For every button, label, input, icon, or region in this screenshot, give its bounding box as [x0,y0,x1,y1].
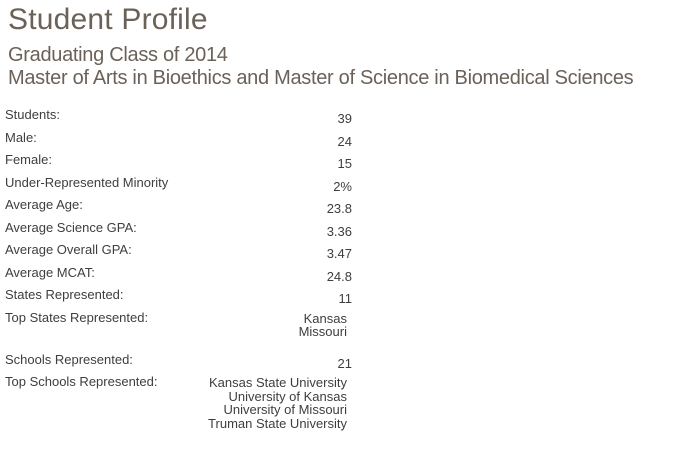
stat-value: 15 [337,156,352,171]
stat-value: 3.36 [326,223,352,239]
stat-value-line: Missouri [298,324,347,339]
stat-label: Top Schools Represented: [5,374,158,389]
stat-label: Average Overall GPA: [5,242,132,257]
stat-label: States Represented: [5,287,124,302]
stat-value: 24.8 [326,268,352,284]
stat-label: Male: [5,129,37,145]
stat-row-top-states-represented [5,311,352,339]
stat-value: 21 [337,355,352,371]
stat-value: 39 [337,111,352,126]
stat-value-line: Kansas [303,310,347,326]
stat-row-male [5,131,352,149]
stat-label: Average MCAT: [5,264,95,280]
stat-label: Schools Represented: [5,351,133,367]
stat-value: 24 [337,133,352,149]
stat-value-line: Truman State University [208,415,347,431]
stat-value [157,375,352,430]
stat-value-line: University of Kansas [228,388,347,404]
stat-row-average-science-gpa [5,221,352,239]
stat-value-line: University of Missouri [223,402,347,417]
stat-label: Average Age: [5,197,83,212]
stat-value: 3.47 [326,246,352,261]
stat-row-top-schools-represented [5,375,352,430]
stat-label: Average Science GPA: [5,219,137,235]
subtitle-degree-programs: Master of Arts in Bioethics and Master of Science in Biomedical Sciences [8,67,634,89]
stat-value: 23.8 [326,201,352,216]
stat-label: Students: [5,107,60,122]
stat-row-schools-represented [5,353,352,371]
stat-row-average-age [5,198,352,216]
stat-value: 11 [338,291,352,306]
stat-row-female [5,153,352,171]
stats-list [5,108,352,430]
page-title: Student Profile [8,3,208,36]
stat-row-under-represented-minority [5,176,352,194]
stat-value-line: Kansas State University [208,375,347,390]
stat-label: Under-Represented Minority [5,174,169,190]
stat-row-average-mcat [5,266,352,284]
stat-label: Top States Represented: [5,309,149,325]
stat-row-states-represented [5,288,352,306]
subtitle-class-year: Graduating Class of 2014 [8,44,228,66]
stat-value [148,311,352,339]
page-subtitle [0,44,681,90]
stat-row-students [5,108,352,126]
stat-label: Female: [5,152,52,167]
stat-value: 2% [333,178,352,194]
stat-row-average-overall-gpa [5,243,352,261]
